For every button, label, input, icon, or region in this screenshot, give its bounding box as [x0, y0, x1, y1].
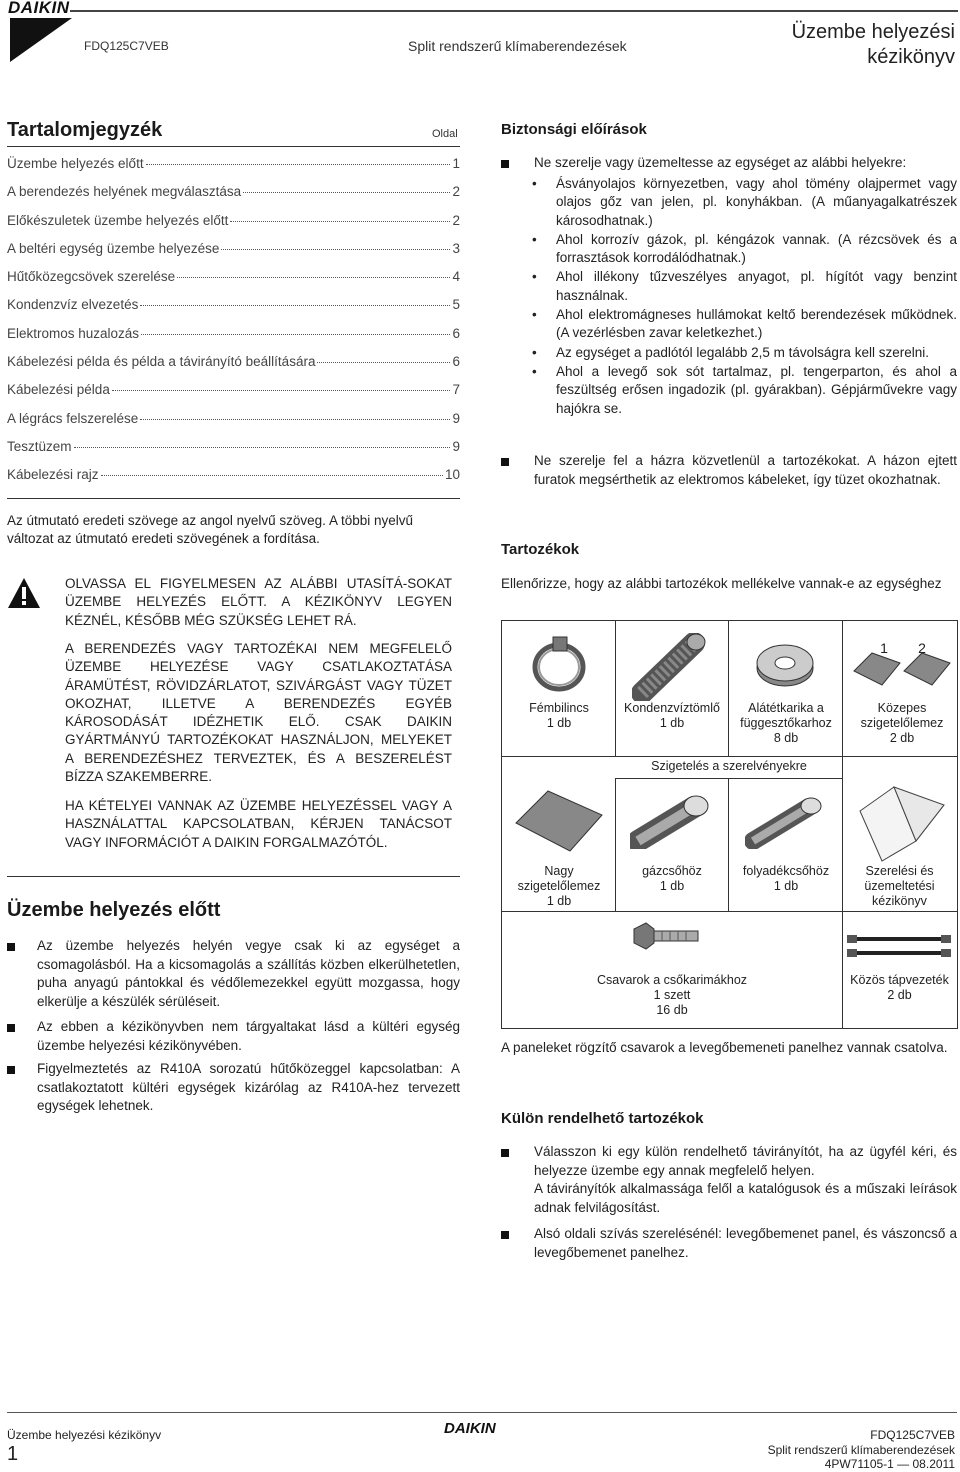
toc-item[interactable]: Kábelezési példa 7 [7, 382, 460, 398]
header-model: FDQ125C7VEB [84, 39, 169, 53]
footer-page-number: 1 [7, 1443, 19, 1465]
safety-sub-item: • Ahol illékony tűzveszélyes anyagot, pl. hígítót vagy benzint használnak. [532, 268, 957, 305]
acc-hose-label: Kondenzvíztömlő 1 db [624, 701, 720, 730]
accessories-table [501, 620, 958, 1029]
footer-rule [7, 1412, 957, 1413]
footer-right-info: FDQ125C7VEB Split rendszerű klímaberendezések 4PW71105-1 — 08.2011 [767, 1428, 955, 1471]
header-rule [70, 10, 958, 12]
acc-gas-pipe-label: gázcsőhöz 1 db [642, 864, 702, 893]
washer-icon [754, 643, 816, 689]
bullet-square-icon [501, 458, 509, 466]
safety-item-1: Ne szerelje vagy üzemeltesse az egységet az alábbi helyekre: [534, 155, 907, 170]
header-doc-title-line2: kézikönyv [867, 46, 955, 68]
toc-item[interactable]: A légrács felszerelése 9 [7, 410, 460, 426]
warning-bottom-rule [7, 876, 460, 877]
toc-item[interactable]: Előkészuletek üzembe helyezés előtt 2 [7, 212, 460, 228]
acc-screws-label: Csavarok a csőkarimákhoz 1 szett 16 db [596, 973, 748, 1017]
screw-icon [632, 921, 702, 951]
safety-title: Biztonsági előírások [501, 121, 647, 138]
header-doc-title-line1: Üzembe helyezési [791, 21, 955, 43]
gas-pipe-insulation-icon [630, 793, 714, 849]
before-install-item-1: Az üzembe helyezés helyén vegye csak ki az egységet a csomagolásból. Ha a kicsomagolás a szállítás közben elkerülhetetlen, puha anyagú pántokkal és védőlemezekkel együtt mozgassa, hogy elkerülje a készülék sérüléseit. [37, 938, 460, 1009]
toc-list [7, 156, 460, 496]
warning-paragraph-1: OLVASSA EL FIGYELMESEN AZ ALÁBBI UTASÍTÁ-SOKAT ÜZEMBE HELYEZÉS ELŐTT. A KÉZIKÖNYV LEGYEN KÉZNÉL, KÉSŐBB MÉG SZÜKSÉG LEHET RÁ. [65, 576, 452, 628]
insulation-group-label: Szigetelés a szerelvényekre [651, 759, 807, 773]
bullet-square-icon [501, 1231, 509, 1239]
manual-book-icon [854, 781, 950, 863]
table-divider [728, 621, 729, 756]
daikin-logo-text: DAIKIN [8, 0, 70, 17]
warning-triangle-icon [7, 577, 41, 609]
toc-rule [7, 146, 460, 147]
acc-liquid-pipe-label: folyadékcsőhöz 1 db [742, 864, 830, 893]
bullet-square-icon [501, 1149, 509, 1157]
acc-power-cable-label: Közös tápvezeték 2 db [850, 973, 949, 1002]
safety-sub-item: • Ahol a levegő sok sót tartalmaz, pl. tengerparton, és ahol a feszültség erősen ingadozik (pl. gyárakban). Gépjárművekre vagy hajókra se. [532, 363, 957, 418]
toc-page-label: Oldal [432, 128, 458, 140]
optional-item-1: Válasszon ki egy külön rendelhető távirányítót, ha az ügyfél kéri, és helyezze üzembe egy annak megfelelő helyen. A távirányítók alkalmassága felől a katalógusok és a műszaki leírások adnak felvilágosítást. [534, 1144, 957, 1215]
footer-daikin-logo: DAIKIN [444, 1420, 496, 1437]
toc-item[interactable]: Kondenzvíz elvezetés 5 [7, 297, 460, 313]
warning-paragraph-3: HA KÉTELYEI VANNAK AZ ÜZEMBE HELYEZÉSSEL VAGY A HASZNÁLATTAL KAPCSOLATBAN, KÉRJEN TANÁCSOT VAGY INFORMÁCIÓT A DAIKIN FORGALMAZÓTÓL. [65, 798, 452, 850]
pad-number-1: 1 [880, 640, 888, 656]
liquid-pipe-insulation-icon [745, 793, 829, 849]
toc-item[interactable]: Kábelezési rajz 10 [7, 467, 460, 483]
toc-bottom-rule [7, 498, 460, 499]
toc-item[interactable]: Kábelezési példa és példa a távirányító beállítására 6 [7, 354, 460, 370]
translation-note: Az útmutató eredeti szövege az angol nyelvű szöveg. A többi nyelvű változat az útmutató eredeti szövegének a fordítása. [7, 513, 414, 546]
medium-insulation-pad-icon [852, 649, 952, 691]
warning-paragraph-2: A BERENDEZÉS VAGY TARTOZÉKAI NEM MEGFELELŐ ÜZEMBE HELYEZÉSE VAGY CSATLAKOZTATÁSA ÁRAMÜTÉST, RÖVIDZÁRLATOT, SZIVÁRGÁST VAGY TÜZET OKOZHAT, ILLETVE A BERENDEZÉS EGYÉB KÁROSODÁSÁT IDÉZHETIK ELŐ. CSAK DAIKIN GYÁRTMÁNYÚ TARTOZÉKOKAT HASZNÁLJON, MELYEKET A BERENDEZÉSHEZ TERVEZTEK, ÉS A BESZERELÉST BÍZZA SZAKEMBERRE. [65, 641, 452, 785]
before-install-title: Üzembe helyezés előtt [7, 899, 221, 921]
safety-sub-list [532, 175, 957, 419]
toc-item[interactable]: A berendezés helyének megválasztása 2 [7, 184, 460, 200]
table-divider [728, 778, 729, 911]
metal-clamp-icon [527, 633, 591, 697]
toc-item[interactable]: A beltéri egység üzembe helyezése 3 [7, 240, 460, 256]
acc-large-pad-label: Nagy szigetelőlemez 1 db [517, 864, 601, 908]
toc-item[interactable]: Tesztüzem 9 [7, 438, 460, 454]
acc-clamp-label: Fémbilincs 1 db [529, 701, 589, 730]
large-insulation-pad-icon [514, 789, 604, 855]
accessories-intro: Ellenőrizze, hogy az alábbi tartozékok mellékelve vannak-e az egységhez [501, 576, 942, 591]
safety-item-2: Ne szerelje fel a házra közvetlenül a tartozékokat. A házon ejtett furatok megsérthetik az elektromos kábeleket, így tüzet okozhatnak. [534, 453, 957, 487]
bullet-square-icon [7, 1066, 15, 1074]
power-cable-icon [847, 931, 951, 961]
table-divider [502, 911, 957, 912]
safety-sub-item: • Ásványolajos környezetben, vagy ahol tömény olajpermet vagy olajos gőz van jelen, pl. konyhákban. (A műanyagalkatrészek károsodhatnak.) [532, 175, 957, 230]
before-install-item-2: Az ebben a kézikönyvben nem tárgyaltakat lásd a kültéri egység üzembe helyezési kézikönyvében. [37, 1019, 460, 1053]
header-doc-title [792, 20, 955, 70]
toc-item[interactable]: Hűtőközegcsövek szerelése 4 [7, 269, 460, 285]
safety-sub-item: • Ahol korrozív gázok, pl. kéngázok vannak. (A rézcsövek és a forrasztások korrodálódhatnak.) [532, 231, 957, 268]
safety-sub-item: • Az egységet a padlótól legalább 2,5 m távolságra kell szerelni. [532, 344, 957, 362]
optional-accessories-title: Külön rendelhető tartozékok [501, 1110, 704, 1127]
bullet-square-icon [7, 943, 15, 951]
toc-title: Tartalomjegyzék [7, 119, 163, 141]
table-divider [615, 778, 842, 779]
table-divider [502, 756, 957, 757]
panel-screws-note: A paneleket rögzítő csavarok a levegőbemeneti panelhez vannak csatolva. [501, 1040, 948, 1055]
acc-medium-pad-label: Közepes szigetelőlemez 2 db [860, 701, 944, 745]
table-divider [842, 621, 843, 911]
toc-item[interactable]: Elektromos huzalozás 6 [7, 325, 460, 341]
table-divider [842, 911, 843, 1028]
toc-item[interactable]: Üzembe helyezés előtt 1 [7, 156, 460, 171]
safety-sub-item: • Ahol elektromágneses hullámokat keltő berendezések működnek. (A vezérlésben zavar keletkezhet.) [532, 306, 957, 343]
header-product: Split rendszerű klímaberendezések [408, 38, 627, 54]
pad-number-2: 2 [918, 640, 926, 656]
drain-hose-icon [632, 633, 712, 701]
footer-doc-name: Üzembe helyezési kézikönyv [7, 1428, 162, 1442]
bullet-square-icon [501, 160, 509, 168]
accessories-title: Tartozékok [501, 541, 580, 558]
before-install-item-3: Figyelmeztetés az R410A sorozatú hűtőközeggel kapcsolatban: A csatlakoztatott kültéri egységek kizárólag az R410A-hez tervezett egységek lehetnek. [37, 1061, 460, 1114]
acc-manual-label: Szerelési és üzemeltetési kézikönyv [864, 864, 935, 908]
table-divider [615, 621, 616, 756]
acc-washer-label: Alátétkarika a függesztőkarhoz 8 db [740, 701, 832, 745]
bullet-square-icon [7, 1024, 15, 1032]
optional-item-2: Alsó oldali szívás szerelésénél: levegőbemenet panel, és vászoncső a levegőbemenet panelhez. [534, 1226, 957, 1260]
